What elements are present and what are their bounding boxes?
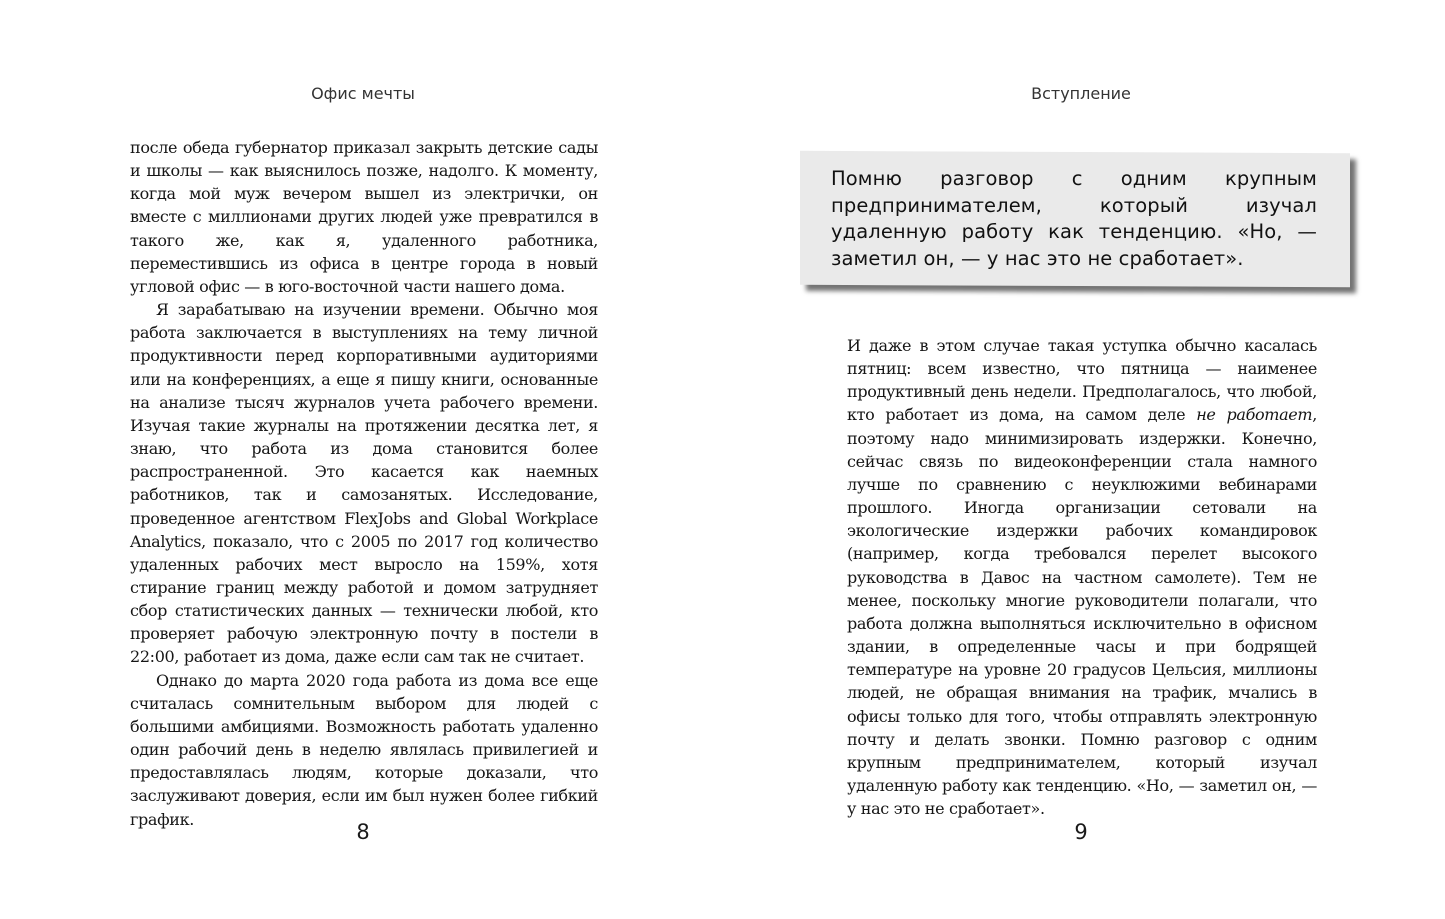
page-number-left: 8 [356, 820, 370, 844]
running-head-right: Вступление [1031, 84, 1131, 103]
paragraph-body [847, 334, 1317, 820]
running-head-left: Офис мечты [311, 84, 415, 103]
body-text-italic: не работает [1196, 405, 1313, 425]
paragraph-3: Однако до марта 2020 года работа из дома все еще считалась сомнительным выбором для людей с большими амбициями. Возможность работать удаленно один рабочий день в неделю являлась привилегией и предоставлялась людям, которые доказали, что заслуживают доверия, если им был нужен более гибкий график. [130, 670, 598, 829]
body-text-end: , поэтому надо минимизировать издержки. Конечно, сейчас связь по видеоконференции стала намного лучше по сравнению с неуклюжими вебинарами прошлого. Иногда организации сетовали на экологические издержки рабочих командировок (например, когда требовался перелет высокого руководства в Давос на частном самолете). Тем не менее, поскольку многие руководители полагали, что работа должна выполняться исключительно в офисном здании, в определенные часы и при бодрящей температуре на уровне 20 градусов Цельсия, миллионы людей, не обращая внимания на трафик, мчались в офисы только для того, чтобы отправлять электронную почту и делать звонки. Помню разговор с одним крупным предпринимателем, который изучал удаленную работу как тенденцию. «Но, — заметил он, — у нас это не сработает». [847, 405, 1317, 819]
left-page-body [130, 136, 598, 831]
body-text-start: И даже в этом случае такая уступка обычно касалась пятниц: всем известно, что пятница — наименее продуктивный день недели. Предполагалось, что любой, кто работает из дома, на самом деле [847, 336, 1317, 425]
pull-quote-text: Помню разговор с одним крупным предпринимателем, который изучал удаленную работу как тенденцию. «Но, — заметил он, — у нас это не сработает». [831, 166, 1317, 270]
left-page [0, 0, 722, 919]
page-number-right: 9 [1074, 820, 1088, 844]
paragraph-2: Я зарабатываю на изучении времени. Обычно моя работа заключается в выступлениях на тему личной продуктивности перед корпоративными аудиториями или на конференциях, а еще я пишу книги, основанные на анализе тысяч журналов учета рабочего времени. Изучая такие журналы на протяжении десятка лет, я знаю, что работа из дома становится более распространенной. Это касается как наемных работников, так и самозанятых. Исследование, проведенное агентством FlexJobs and Global Workplace Analytics, показало, что с 2005 по 2017 год количество удаленных рабочих мест выросло на 159%, хотя стирание границ между работой и домом затрудняет сбор статистических данных — технически любой, кто проверяет рабочую электронную почту в постели в 22:00, работает из дома, даже если сам так не считает. [130, 300, 598, 667]
paragraph-1: после обеда губернатор приказал закрыть детские сады и школы — как выяснилось позже, надолго. К моменту, когда мой муж вечером вышел из электрички, он вместе с миллионами других людей уже превратился в такого же, как я, удаленного работника, переместившись из офиса в центре города в новый угловой офис — в юго-восточной части нашего дома. [130, 138, 598, 296]
right-page-body [847, 334, 1317, 820]
pull-quote-box [800, 151, 1350, 287]
right-page [722, 0, 1445, 919]
